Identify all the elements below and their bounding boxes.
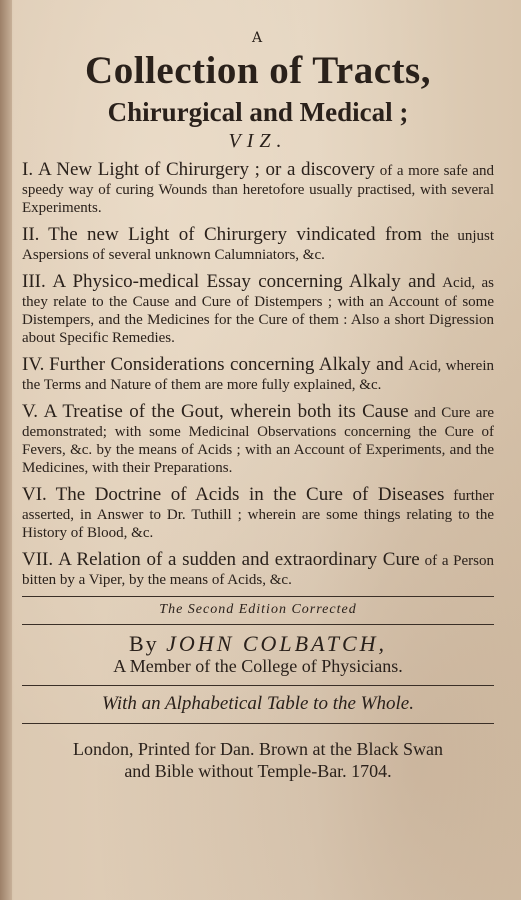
- tract-item: [22, 159, 494, 217]
- tract-item: [22, 224, 494, 264]
- divider-rule: [22, 685, 494, 686]
- tract-description: Acid, wherein the Terms and Nature of them are more fully explained, &c.: [22, 358, 494, 393]
- tract-number: VI.: [22, 484, 47, 505]
- tract-heading: A New Light of Chirurgery ; or a discovery: [37, 159, 375, 180]
- tract-description: of a Person bitten by a Viper, by the means of Acids, &c.: [22, 553, 494, 588]
- tract-item: [22, 549, 494, 589]
- divider-rule: [22, 624, 494, 625]
- author-affiliation: A Member of the College of Physicians.: [113, 656, 403, 676]
- divider-rule: [22, 723, 494, 724]
- book-spine-edge: [0, 0, 12, 900]
- tract-heading: The new Light of Chirurgery vindicated from: [48, 224, 422, 245]
- tract-description: and Cure are demonstrated; with some Medicinal Observations concerning the Cure of Fevers, &c. by the means of Acids ; with an Account of Experiments, and the Medicines, with their Preparations.: [22, 405, 495, 476]
- tract-description: the unjust Aspersions of several unknown Calumniators, &c.: [22, 228, 495, 263]
- page-subtitle: Chirurgical and Medical ;: [107, 97, 409, 127]
- tract-item: [22, 401, 494, 477]
- tract-description: Acid, as they relate to the Cause and Cure of Distempers ; with an Account of some Distempers, and the Medicines for the Cure of them : Also a short Digression about Specific Remedies.: [22, 275, 495, 346]
- tract-heading: A Relation of a sudden and extraordinary Cure: [58, 549, 420, 570]
- viz-label: VIZ.: [228, 130, 288, 152]
- tract-number: III.: [22, 271, 46, 292]
- tract-description: of a more safe and speedy way of curing Wounds than heretofore usually practised, with several Experiments.: [22, 163, 495, 216]
- page-title: Collection of Tracts,: [85, 49, 431, 92]
- tract-number: V.: [22, 401, 39, 422]
- title-page-content: [22, 30, 494, 782]
- tract-heading: A Treatise of the Gout, wherein both its Cause: [43, 401, 409, 422]
- tract-item: [22, 354, 494, 394]
- tract-number: II.: [22, 224, 40, 245]
- tract-heading: Further Considerations concerning Alkaly and: [49, 354, 404, 375]
- tract-item: [22, 271, 494, 347]
- article-a: A: [251, 30, 265, 46]
- edition-note: The Second Edition Corrected: [159, 602, 357, 617]
- author-line: [22, 631, 494, 656]
- tract-number: VII.: [22, 549, 54, 570]
- tract-heading: The Doctrine of Acids in the Cure of Diseases: [55, 484, 445, 505]
- tract-description: further asserted, in Answer to Dr. Tuthill ; wherein are some things relating to the History of Blood, &c.: [22, 488, 495, 541]
- tract-number: I.: [22, 159, 34, 180]
- imprint-line-2: and Bible without Temple-Bar. 1704.: [124, 761, 392, 781]
- tract-heading: A Physico-medical Essay concerning Alkaly and: [52, 271, 436, 292]
- author-name: JOHN COLBATCH,: [166, 631, 388, 656]
- table-note: With an Alphabetical Table to the Whole.: [102, 693, 414, 714]
- tract-list: [22, 159, 494, 589]
- tract-item: [22, 484, 494, 542]
- imprint-line-1: London, Printed for Dan. Brown at the Black Swan: [73, 739, 443, 759]
- by-label: By: [128, 631, 159, 656]
- imprint: [22, 738, 494, 782]
- divider-rule: [22, 596, 494, 597]
- tract-number: IV.: [22, 354, 45, 375]
